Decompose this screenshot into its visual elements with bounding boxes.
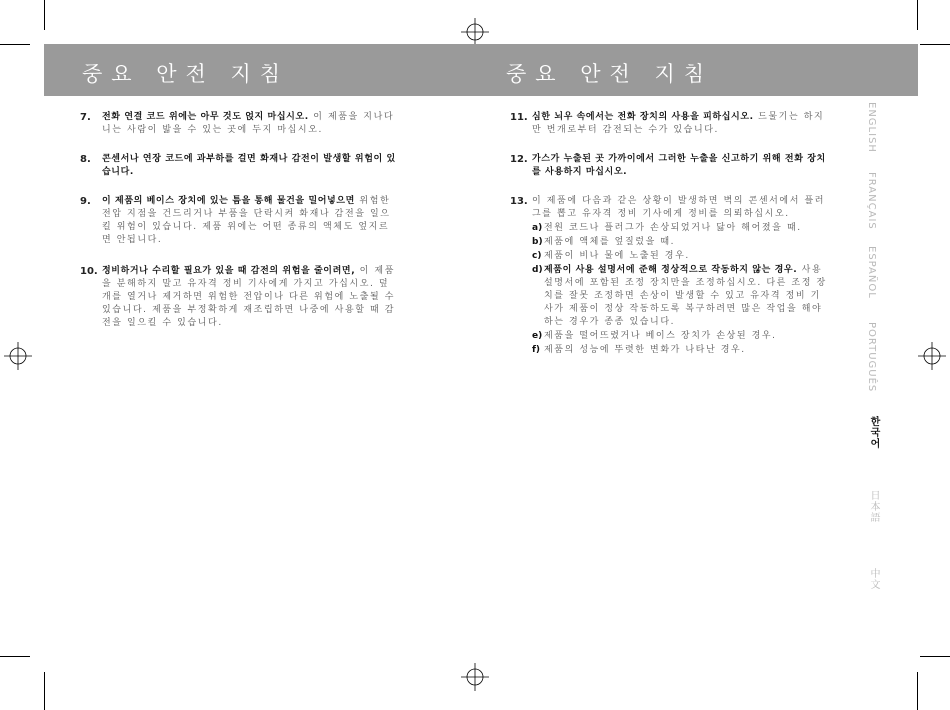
- sub-item-text: 전원 코드나 플러그가 손상되었거나 닳아 해어졌을 때.: [544, 223, 802, 233]
- sub-item-d: [532, 264, 828, 329]
- sub-item-letter: e): [532, 331, 543, 341]
- sub-item-heading: 제품이 사용 설명서에 준해 정상적으로 작동하지 않는 경우.: [544, 265, 798, 275]
- item-heading: 콘센서나 연장 코드에 과부하를 걸면 화재나 감전이 발생할 위험이 있습니다.: [102, 154, 396, 177]
- safety-item-9: [80, 195, 398, 247]
- sub-item-letter: f): [532, 345, 541, 355]
- language-tab-japanese[interactable]: 日本語: [868, 490, 879, 523]
- safety-item-12: [510, 153, 828, 179]
- item-text: 이 제품을 분해하지 말고 유자격 정비 기사에게 가지고 가십시오. 덮개를 열거나 제거하면 위험한 전압이나 다른 위험에 노출될 수 있습니다. 제품을 부정확하게 재조립하면 나중에 사용할 때 감전을 일으킬 수 있습니다.: [102, 266, 396, 328]
- safety-item-7: [80, 111, 398, 137]
- item-heading: 전화 연결 코드 위에는 아무 것도 얹지 마십시오.: [102, 112, 309, 122]
- language-tab-portugues[interactable]: PORTUGUÊS: [866, 322, 877, 393]
- crop-mark: [44, 0, 45, 30]
- item-text: 위험한 전압 지점을 건드리거나 부품을 단락시켜 화재나 감전을 일으킬 위험이 있습니다. 제품 위에는 어떤 종류의 액체도 엎지르면 안됩니다.: [102, 196, 391, 245]
- sub-item-b: [532, 236, 828, 249]
- sub-item-f: [532, 344, 828, 357]
- item-number: 13.: [510, 196, 528, 207]
- crop-mark: [920, 656, 950, 657]
- sub-item-text: 제품을 떨어뜨렸거나 베이스 장치가 손상된 경우.: [544, 331, 777, 341]
- language-tab-korean[interactable]: 한국어: [868, 416, 879, 449]
- sub-item-c: [532, 250, 828, 263]
- language-tab-english[interactable]: ENGLISH: [866, 102, 877, 153]
- item-number: 12.: [510, 154, 528, 165]
- item-text: 이 제품에 다음과 같은 상황이 발생하면 벽의 콘센서에서 플러그를 뽑고 유자격 정비 기사에게 정비를 의뢰하십시오.: [532, 196, 826, 219]
- language-tab-chinese[interactable]: 中文: [868, 568, 879, 590]
- left-page-title: 중요 안전 지침: [82, 62, 290, 86]
- sub-item-letter: d): [532, 265, 543, 275]
- registration-mark-icon: [4, 342, 32, 370]
- language-tab-espanol[interactable]: ESPAÑOL: [866, 246, 877, 299]
- sub-item-text: 제품에 액체를 엎질렀을 때.: [544, 237, 676, 247]
- item-heading: 정비하거나 수리할 필요가 있을 때 감전의 위험을 줄이려면,: [102, 266, 356, 276]
- item-number: 10.: [80, 266, 98, 277]
- safety-item-8: [80, 153, 398, 179]
- safety-item-13: [510, 195, 828, 357]
- item-number: 8.: [80, 154, 91, 165]
- item-heading: 가스가 누출된 곳 가까이에서 그러한 누출을 신고하기 위해 전화 장치를 사용하지 마십시오.: [532, 154, 826, 177]
- crop-mark: [917, 0, 918, 30]
- safety-item-11: [510, 111, 828, 137]
- item-number: 9.: [80, 196, 91, 207]
- crop-mark: [0, 44, 30, 45]
- registration-mark-icon: [461, 18, 489, 46]
- item-number: 11.: [510, 112, 528, 123]
- item-text: 이 제품을 지나다니는 사람이 밟을 수 있는 곳에 두지 마십시오.: [102, 112, 395, 135]
- crop-mark: [917, 672, 918, 710]
- registration-mark-icon: [461, 663, 489, 691]
- registration-mark-icon: [918, 342, 946, 370]
- sub-item-text: 사용 설명서에 포함된 조정 장치만을 조정하십시오. 다른 조정 장치를 잘못 조정하면 손상이 발생할 수 있고 유자격 정비 기사가 제품이 정상 작동하도록 복구하려면 많은 작업을 해야 하는 경우가 종종 있습니다.: [544, 265, 827, 327]
- crop-mark: [920, 44, 950, 45]
- sub-item-letter: a): [532, 223, 543, 233]
- sub-item-a: [532, 222, 828, 235]
- sub-item-text: 제품의 성능에 뚜렷한 변화가 나타난 경우.: [544, 345, 746, 355]
- crop-mark: [0, 656, 30, 657]
- sub-item-letter: b): [532, 237, 543, 247]
- right-page-title: 중요 안전 지침: [506, 62, 714, 86]
- sub-item-text: 제품이 비나 물에 노출된 경우.: [544, 251, 690, 261]
- safety-item-10: [80, 265, 398, 330]
- language-tab-francais[interactable]: FRANÇAIS: [866, 172, 877, 230]
- item-heading: 심한 뇌우 속에서는 전화 장치의 사용을 피하십시오.: [532, 112, 754, 122]
- item-number: 7.: [80, 112, 91, 123]
- item-heading: 이 제품의 베이스 장치에 있는 틈을 통해 물건을 밀어넣으면: [102, 196, 355, 206]
- item-text: 드물기는 하지만 번개로부터 감전되는 수가 있습니다.: [532, 112, 825, 135]
- crop-mark: [44, 672, 45, 710]
- sub-item-letter: c): [532, 251, 542, 261]
- sub-item-e: [532, 330, 828, 343]
